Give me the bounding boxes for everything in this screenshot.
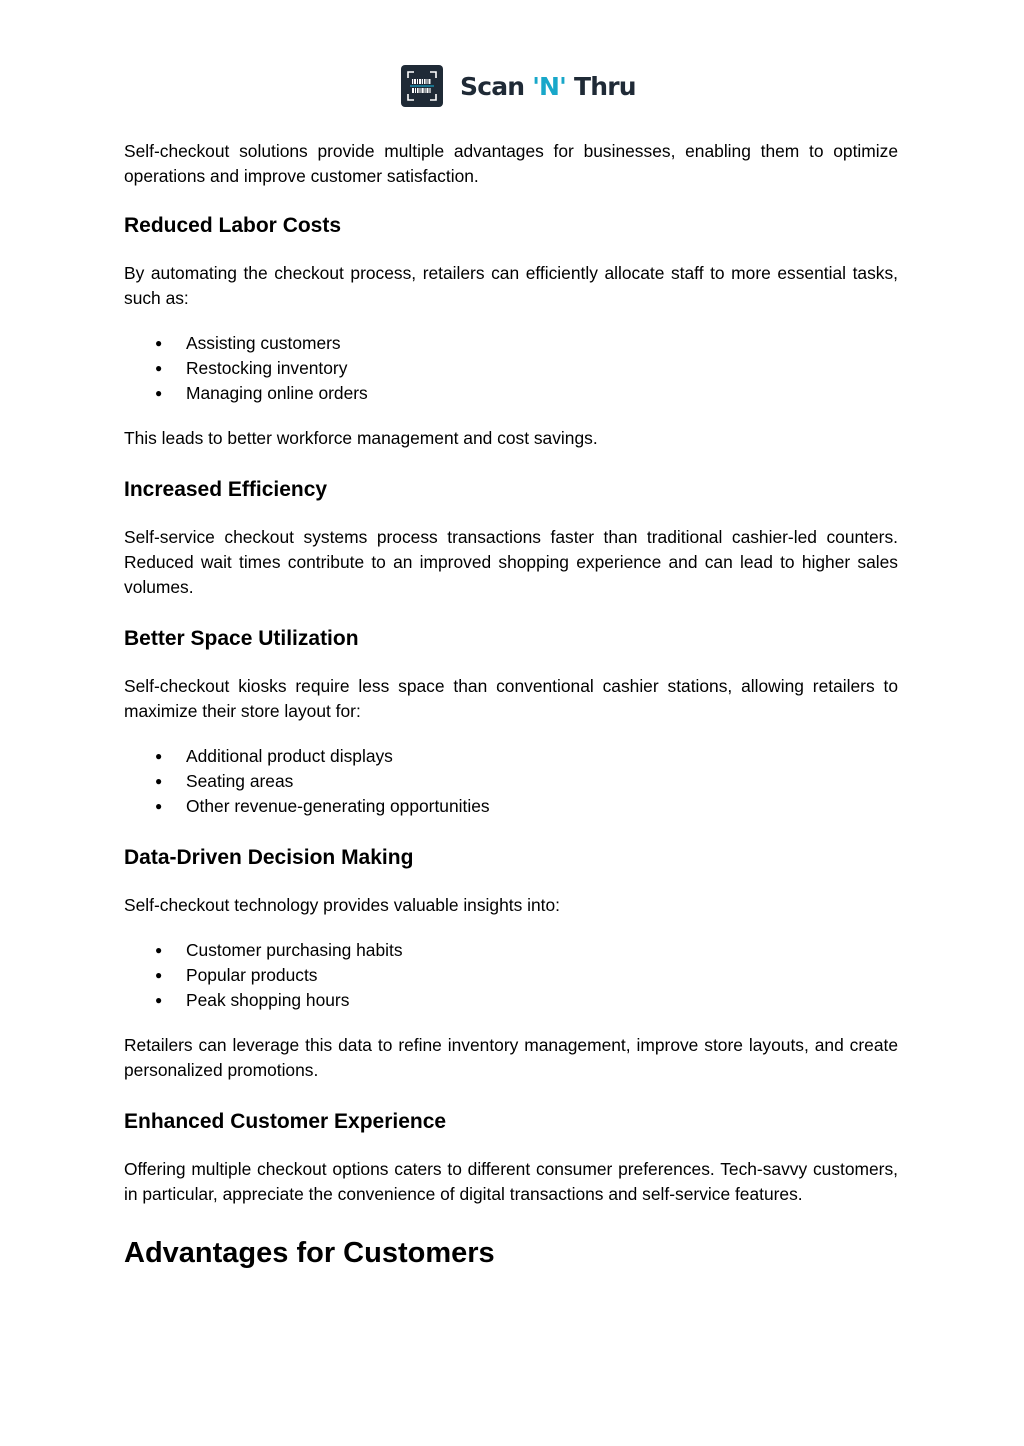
intro-paragraph: Self-checkout solutions provide multiple advantages for businesses, enabling them to optimize operations and improve customer satisfaction. bbox=[124, 141, 898, 186]
barcode-scanner-icon bbox=[401, 65, 443, 107]
list-item: ● Additional product displays bbox=[124, 744, 898, 769]
list-item: ● Popular products bbox=[124, 963, 898, 988]
brand-name-part2: Thru bbox=[566, 71, 636, 101]
section-heading: Enhanced Customer Experience bbox=[124, 1110, 447, 1133]
section-closing: Retailers can leverage this data to refine inventory management, improve store layouts, and create personalized promotions. bbox=[124, 1035, 898, 1080]
section-paragraph: Offering multiple checkout options caters to different consumer preferences. Tech-savvy customers, in particular, appreciate the convenience of digital transactions and self-service features. bbox=[124, 1159, 898, 1204]
document-body bbox=[124, 139, 898, 1270]
bullet-list bbox=[124, 331, 898, 406]
section-heading: Increased Efficiency bbox=[124, 478, 328, 501]
section-paragraph: Self-checkout kiosks require less space than conventional cashier stations, allowing retailers to maximize their store layout for: bbox=[124, 676, 898, 721]
section-heading: Reduced Labor Costs bbox=[124, 214, 342, 237]
section-paragraph: Self-checkout technology provides valuable insights into: bbox=[124, 895, 560, 915]
brand-name-accent: 'N' bbox=[532, 71, 567, 101]
major-heading: Advantages for Customers bbox=[124, 1237, 495, 1269]
list-item: ● Assisting customers bbox=[124, 331, 898, 356]
section-paragraph: Self-service checkout systems process transactions faster than traditional cashier-led counters. Reduced wait times contribute to an improved shopping experience and can lead to higher sales volumes. bbox=[124, 527, 898, 597]
brand-name-part1: Scan bbox=[460, 71, 533, 101]
section-closing: This leads to better workforce management and cost savings. bbox=[124, 428, 598, 448]
list-item: ● Managing online orders bbox=[124, 381, 898, 406]
list-item: ● Peak shopping hours bbox=[124, 988, 898, 1013]
list-item: ● Customer purchasing habits bbox=[124, 938, 898, 963]
brand-logo bbox=[401, 64, 636, 108]
section-heading: Data-Driven Decision Making bbox=[124, 846, 414, 869]
list-item: ● Restocking inventory bbox=[124, 356, 898, 381]
list-item: ● Other revenue-generating opportunities bbox=[124, 794, 898, 819]
section-paragraph: By automating the checkout process, retailers can efficiently allocate staff to more essential tasks, such as: bbox=[124, 263, 898, 308]
bullet-list bbox=[124, 744, 898, 819]
section-heading: Better Space Utilization bbox=[124, 627, 359, 650]
brand-name bbox=[460, 72, 636, 101]
list-item: ● Seating areas bbox=[124, 769, 898, 794]
bullet-list bbox=[124, 938, 898, 1013]
